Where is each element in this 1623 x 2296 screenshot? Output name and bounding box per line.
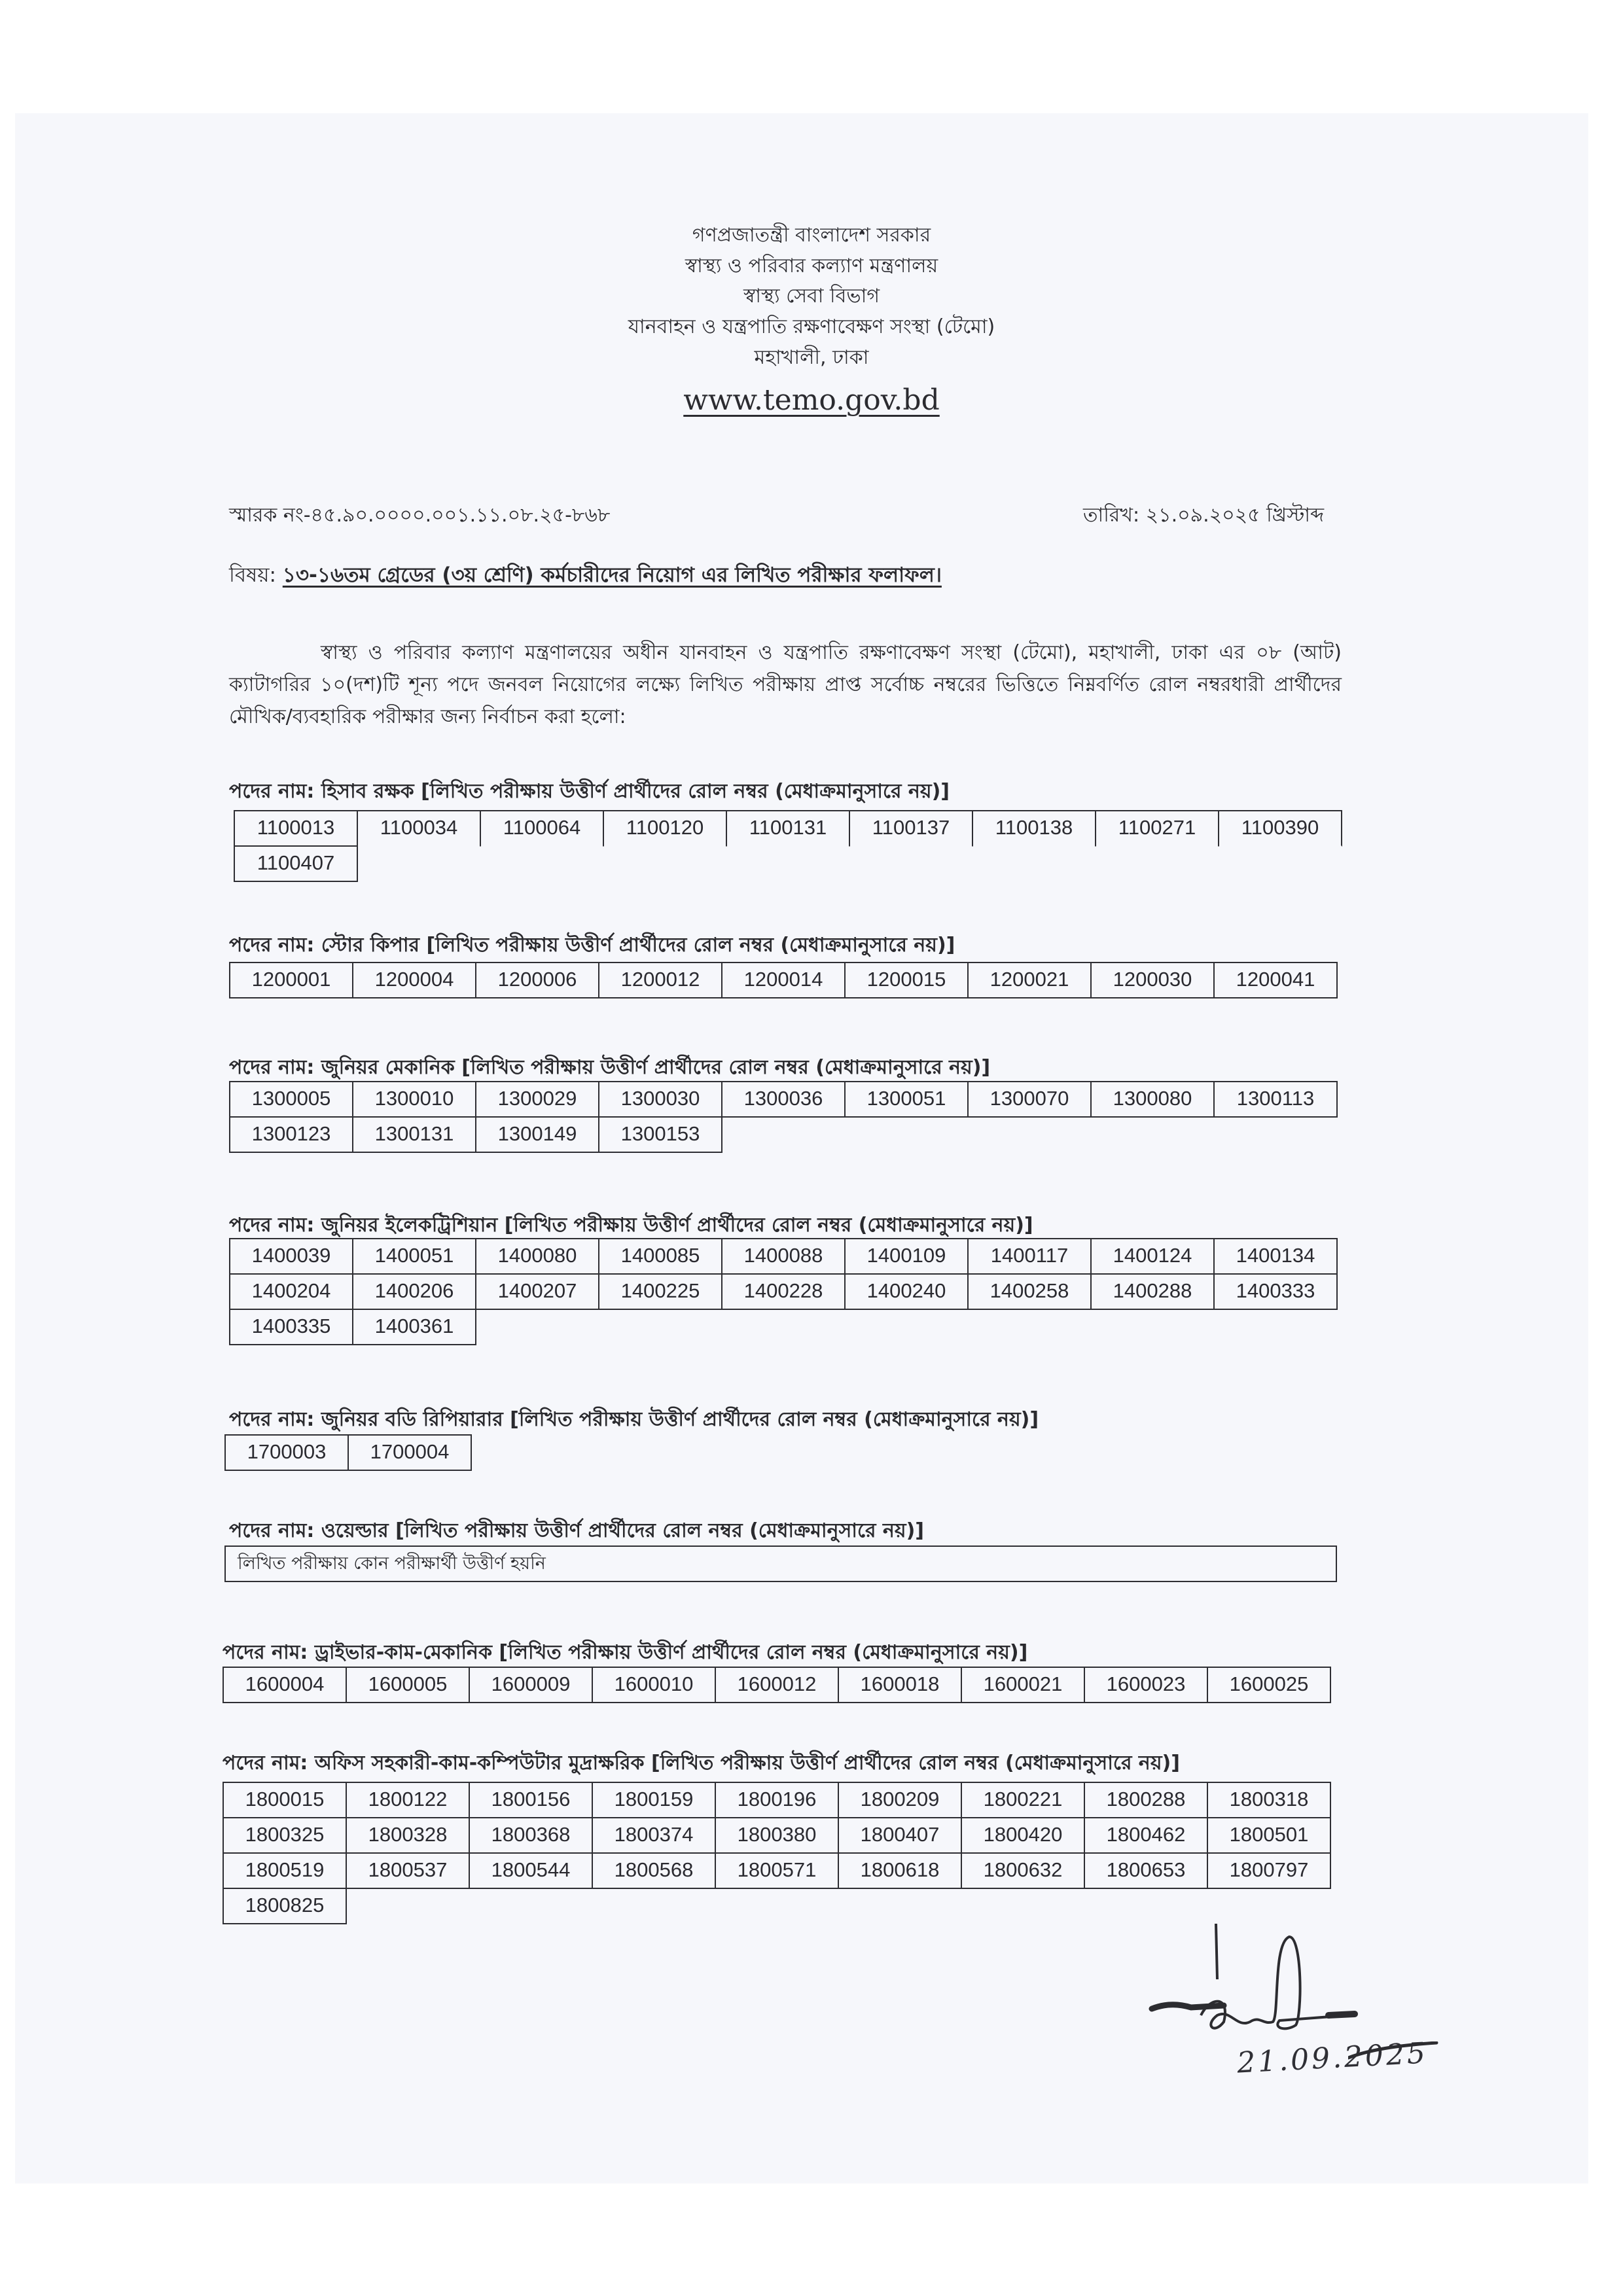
roll-table-junior-electrician: [229, 1238, 1336, 1344]
roll-table-store-keeper: [229, 962, 1336, 997]
roll-cell: 1800368: [469, 1817, 593, 1854]
roll-cell: 1400109: [844, 1238, 969, 1275]
roll-cell: 1800374: [592, 1817, 716, 1854]
roll-cell: 1200030: [1090, 962, 1215, 998]
roll-cell: 1800209: [838, 1782, 962, 1818]
roll-cell: 1300051: [844, 1081, 969, 1118]
roll-cell: 1300149: [475, 1116, 599, 1153]
roll-cell: 1800653: [1084, 1852, 1208, 1889]
roll-cell: 1300080: [1090, 1081, 1215, 1118]
roll-table-accountant: [234, 810, 1341, 881]
roll-cell: 1800618: [838, 1852, 962, 1889]
roll-cell: 1300030: [598, 1081, 722, 1118]
roll-cell: 1800544: [469, 1852, 593, 1889]
roll-cell: 1800196: [715, 1782, 839, 1818]
roll-cell: 1100390: [1218, 810, 1342, 847]
roll-cell: 1400204: [229, 1273, 353, 1310]
roll-cell: 1800318: [1207, 1782, 1331, 1818]
no-candidate-note: লিখিত পরীক্ষায় কোন পরীক্ষার্থী উত্তীর্ণ হয়নি: [224, 1545, 1337, 1582]
roll-cell: 1300036: [721, 1081, 846, 1118]
roll-cell: 1200014: [721, 962, 846, 998]
roll-cell: 1400039: [229, 1238, 353, 1275]
memo-date: তারিখ: ২১.০৯.২০২৫ খ্রিস্টাব্দ: [1083, 504, 1325, 527]
body-paragraph: স্বাস্থ্য ও পরিবার কল্যাণ মন্ত্রণালয়ের অধীন যানবাহন ও যন্ত্রপাতি রক্ষণাবেক্ষণ সংস্থা (টেমো), মহাখালী, ঢাকা এর ০৮ (আট) ক্যাটাগরির ১০(দশ)টি শূন্য পদে জনবল নিয়োগের লক্ষ্যে লিখিত পরীক্ষায় প্রাপ্ত সর্বোচ্চ নম্বরের ভিত্তিতে নিম্নবর্ণিত রোল নম্বরধারী প্রার্থীদের মৌখিক/ব্যবহারিক পরীক্ষার জন্য নির্বাচন করা হলো:: [229, 641, 1342, 728]
section-heading-welder: পদের নাম: ওয়েল্ডার [লিখিত পরীক্ষায় উত্তীর্ণ প্রার্থীদের রোল নম্বর (মেধাক্রমানুসারে নয়)]: [229, 1519, 924, 1542]
roll-cell: 1600023: [1084, 1667, 1208, 1703]
roll-cell: 1400240: [844, 1273, 969, 1310]
roll-cell: 1300029: [475, 1081, 599, 1118]
roll-cell: 1200015: [844, 962, 969, 998]
section-heading-junior-body-repairer: পদের নাম: জুনিয়র বডি রিপিয়ারার [লিখিত পরীক্ষায় উত্তীর্ণ প্রার্থীদের রোল নম্বর (মেধাক্রমানুসারে নয়)]: [229, 1408, 1039, 1431]
roll-cell: 1100137: [849, 810, 973, 847]
roll-cell: 1800462: [1084, 1817, 1208, 1854]
roll-cell: 1400333: [1213, 1273, 1338, 1310]
roll-cell: 1800325: [223, 1817, 347, 1854]
roll-cell: 1600018: [838, 1667, 962, 1703]
roll-cell: 1400124: [1090, 1238, 1215, 1275]
roll-table-junior-mechanic: [229, 1081, 1336, 1152]
roll-cell: 1400051: [352, 1238, 476, 1275]
roll-cell: 1600025: [1207, 1667, 1331, 1703]
roll-cell: 1600005: [346, 1667, 470, 1703]
roll-cell: 1400207: [475, 1273, 599, 1310]
roll-cell: 1100271: [1095, 810, 1219, 847]
roll-cell: 1100407: [234, 845, 358, 882]
roll-cell: 1600010: [592, 1667, 716, 1703]
roll-cell: 1400361: [352, 1309, 476, 1345]
organization-name: যানবাহন ও যন্ত্রপাতি রক্ষণাবেক্ষণ সংস্থা (টেমো): [628, 315, 995, 338]
section-heading-accountant: পদের নাম: হিসাব রক্ষক [লিখিত পরীক্ষায় উত্তীর্ণ প্রার্থীদের রোল নম্বর (মেধাক্রমানুসারে নয়)]: [229, 780, 950, 803]
roll-cell: 1800537: [346, 1852, 470, 1889]
roll-cell: 1800221: [961, 1782, 1085, 1818]
roll-cell: 1300070: [967, 1081, 1092, 1118]
roll-cell: 1400225: [598, 1273, 722, 1310]
roll-cell: 1100013: [234, 810, 358, 847]
roll-cell: 1400117: [967, 1238, 1092, 1275]
roll-cell: 1800519: [223, 1852, 347, 1889]
roll-cell: 1400085: [598, 1238, 722, 1275]
roll-cell: 1400134: [1213, 1238, 1338, 1275]
roll-cell: 1200006: [475, 962, 599, 998]
signature-date: 21.09.2025: [1236, 2036, 1429, 2080]
roll-cell: 1200021: [967, 962, 1092, 998]
roll-cell: 1400088: [721, 1238, 846, 1275]
roll-cell: 1200004: [352, 962, 476, 998]
roll-cell: 1800156: [469, 1782, 593, 1818]
govt-title: গণপ্রজাতন্ত্রী বাংলাদেশ সরকার: [692, 224, 931, 247]
roll-cell: 1300153: [598, 1116, 722, 1153]
roll-cell: 1700004: [348, 1434, 472, 1471]
roll-cell: 1800159: [592, 1782, 716, 1818]
roll-cell: 1800632: [961, 1852, 1085, 1889]
roll-cell: 1100064: [480, 810, 604, 847]
roll-table-driver-cum-mechanic: [223, 1667, 1330, 1702]
roll-cell: 1800571: [715, 1852, 839, 1889]
subject-text: ১৩-১৬তম গ্রেডের (৩য় শ্রেণি) কর্মচারীদের নিয়োগ এর লিখিত পরীক্ষার ফলাফল।: [282, 563, 942, 587]
section-heading-junior-mechanic: পদের নাম: জুনিয়র মেকানিক [লিখিত পরীক্ষায় উত্তীর্ণ প্রার্থীদের রোল নম্বর (মেধাক্রমানুসারে নয়)]: [229, 1056, 991, 1079]
ministry-name: স্বাস্থ্য ও পরিবার কল্যাণ মন্ত্রণালয়: [685, 255, 938, 277]
roll-cell: 1200041: [1213, 962, 1338, 998]
roll-cell: 1300010: [352, 1081, 476, 1118]
roll-cell: 1600021: [961, 1667, 1085, 1703]
roll-table-office-assistant: [223, 1782, 1330, 1923]
subject-line: [229, 561, 942, 589]
roll-cell: 1300123: [229, 1116, 353, 1153]
roll-cell: 1300131: [352, 1116, 476, 1153]
memo-number: স্মারক নং-৪৫.৯০.০০০০.০০১.১১.০৮.২৫-৮৬৮: [229, 504, 611, 527]
roll-cell: 1100131: [726, 810, 850, 847]
roll-cell: 1600009: [469, 1667, 593, 1703]
roll-cell: 1700003: [224, 1434, 349, 1471]
roll-cell: 1800380: [715, 1817, 839, 1854]
roll-cell: 1400288: [1090, 1273, 1215, 1310]
roll-cell: 1400080: [475, 1238, 599, 1275]
section-heading-office-assistant: পদের নাম: অফিস সহকারী-কাম-কম্পিউটার মুদ্রাক্ষরিক [লিখিত পরীক্ষায় উত্তীর্ণ প্রার্থীদের রোল নম্বর (মেধাক্রমানুসারে নয়)]: [223, 1752, 1180, 1775]
website-link[interactable]: www.temo.gov.bd: [683, 383, 940, 417]
roll-cell: 1800501: [1207, 1817, 1331, 1854]
roll-table-junior-body-repairer: [224, 1434, 1332, 1470]
section-heading-junior-electrician: পদের নাম: জুনিয়র ইলেকট্রিশিয়ান [লিখিত পরীক্ষায় উত্তীর্ণ প্রার্থীদের রোল নম্বর (মেধাক্রমানুসারে নয়)]: [229, 1214, 1033, 1237]
office-location: মহাখালী, ঢাকা: [754, 346, 869, 369]
signature-flourish: [1348, 2041, 1440, 2061]
roll-cell: 1800122: [346, 1782, 470, 1818]
roll-cell: 1800568: [592, 1852, 716, 1889]
roll-cell: 1300005: [229, 1081, 353, 1118]
roll-cell: 1100034: [357, 810, 481, 847]
division-name: স্বাস্থ্য সেবা বিভাগ: [743, 285, 880, 308]
roll-cell: 1100120: [603, 810, 727, 847]
roll-cell: 1800288: [1084, 1782, 1208, 1818]
roll-cell: 1800015: [223, 1782, 347, 1818]
roll-cell: 1800407: [838, 1817, 962, 1854]
roll-cell: 1400228: [721, 1273, 846, 1310]
section-heading-store-keeper: পদের নাম: স্টোর কিপার [লিখিত পরীক্ষায় উত্তীর্ণ প্রার্থীদের রোল নম্বর (মেধাক্রমানুসারে নয়)]: [229, 934, 955, 957]
roll-cell: 1800797: [1207, 1852, 1331, 1889]
roll-cell: 1200012: [598, 962, 722, 998]
roll-cell: 1400335: [229, 1309, 353, 1345]
roll-cell: 1800825: [223, 1888, 347, 1924]
roll-cell: 1600012: [715, 1667, 839, 1703]
roll-cell: 1400258: [967, 1273, 1092, 1310]
roll-cell: 1800420: [961, 1817, 1085, 1854]
subject-label: বিষয়:: [229, 563, 276, 587]
roll-cell: 1600004: [223, 1667, 347, 1703]
roll-cell: 1100138: [972, 810, 1096, 847]
roll-cell: 1800328: [346, 1817, 470, 1854]
roll-cell: 1300113: [1213, 1081, 1338, 1118]
section-heading-driver-cum-mechanic: পদের নাম: ড্রাইভার-কাম-মেকানিক [লিখিত পরীক্ষায় উত্তীর্ণ প্রার্থীদের রোল নম্বর (মেধাক্রমানুসারে নয়)]: [223, 1641, 1028, 1664]
roll-cell: 1200001: [229, 962, 353, 998]
roll-cell: 1400206: [352, 1273, 476, 1310]
